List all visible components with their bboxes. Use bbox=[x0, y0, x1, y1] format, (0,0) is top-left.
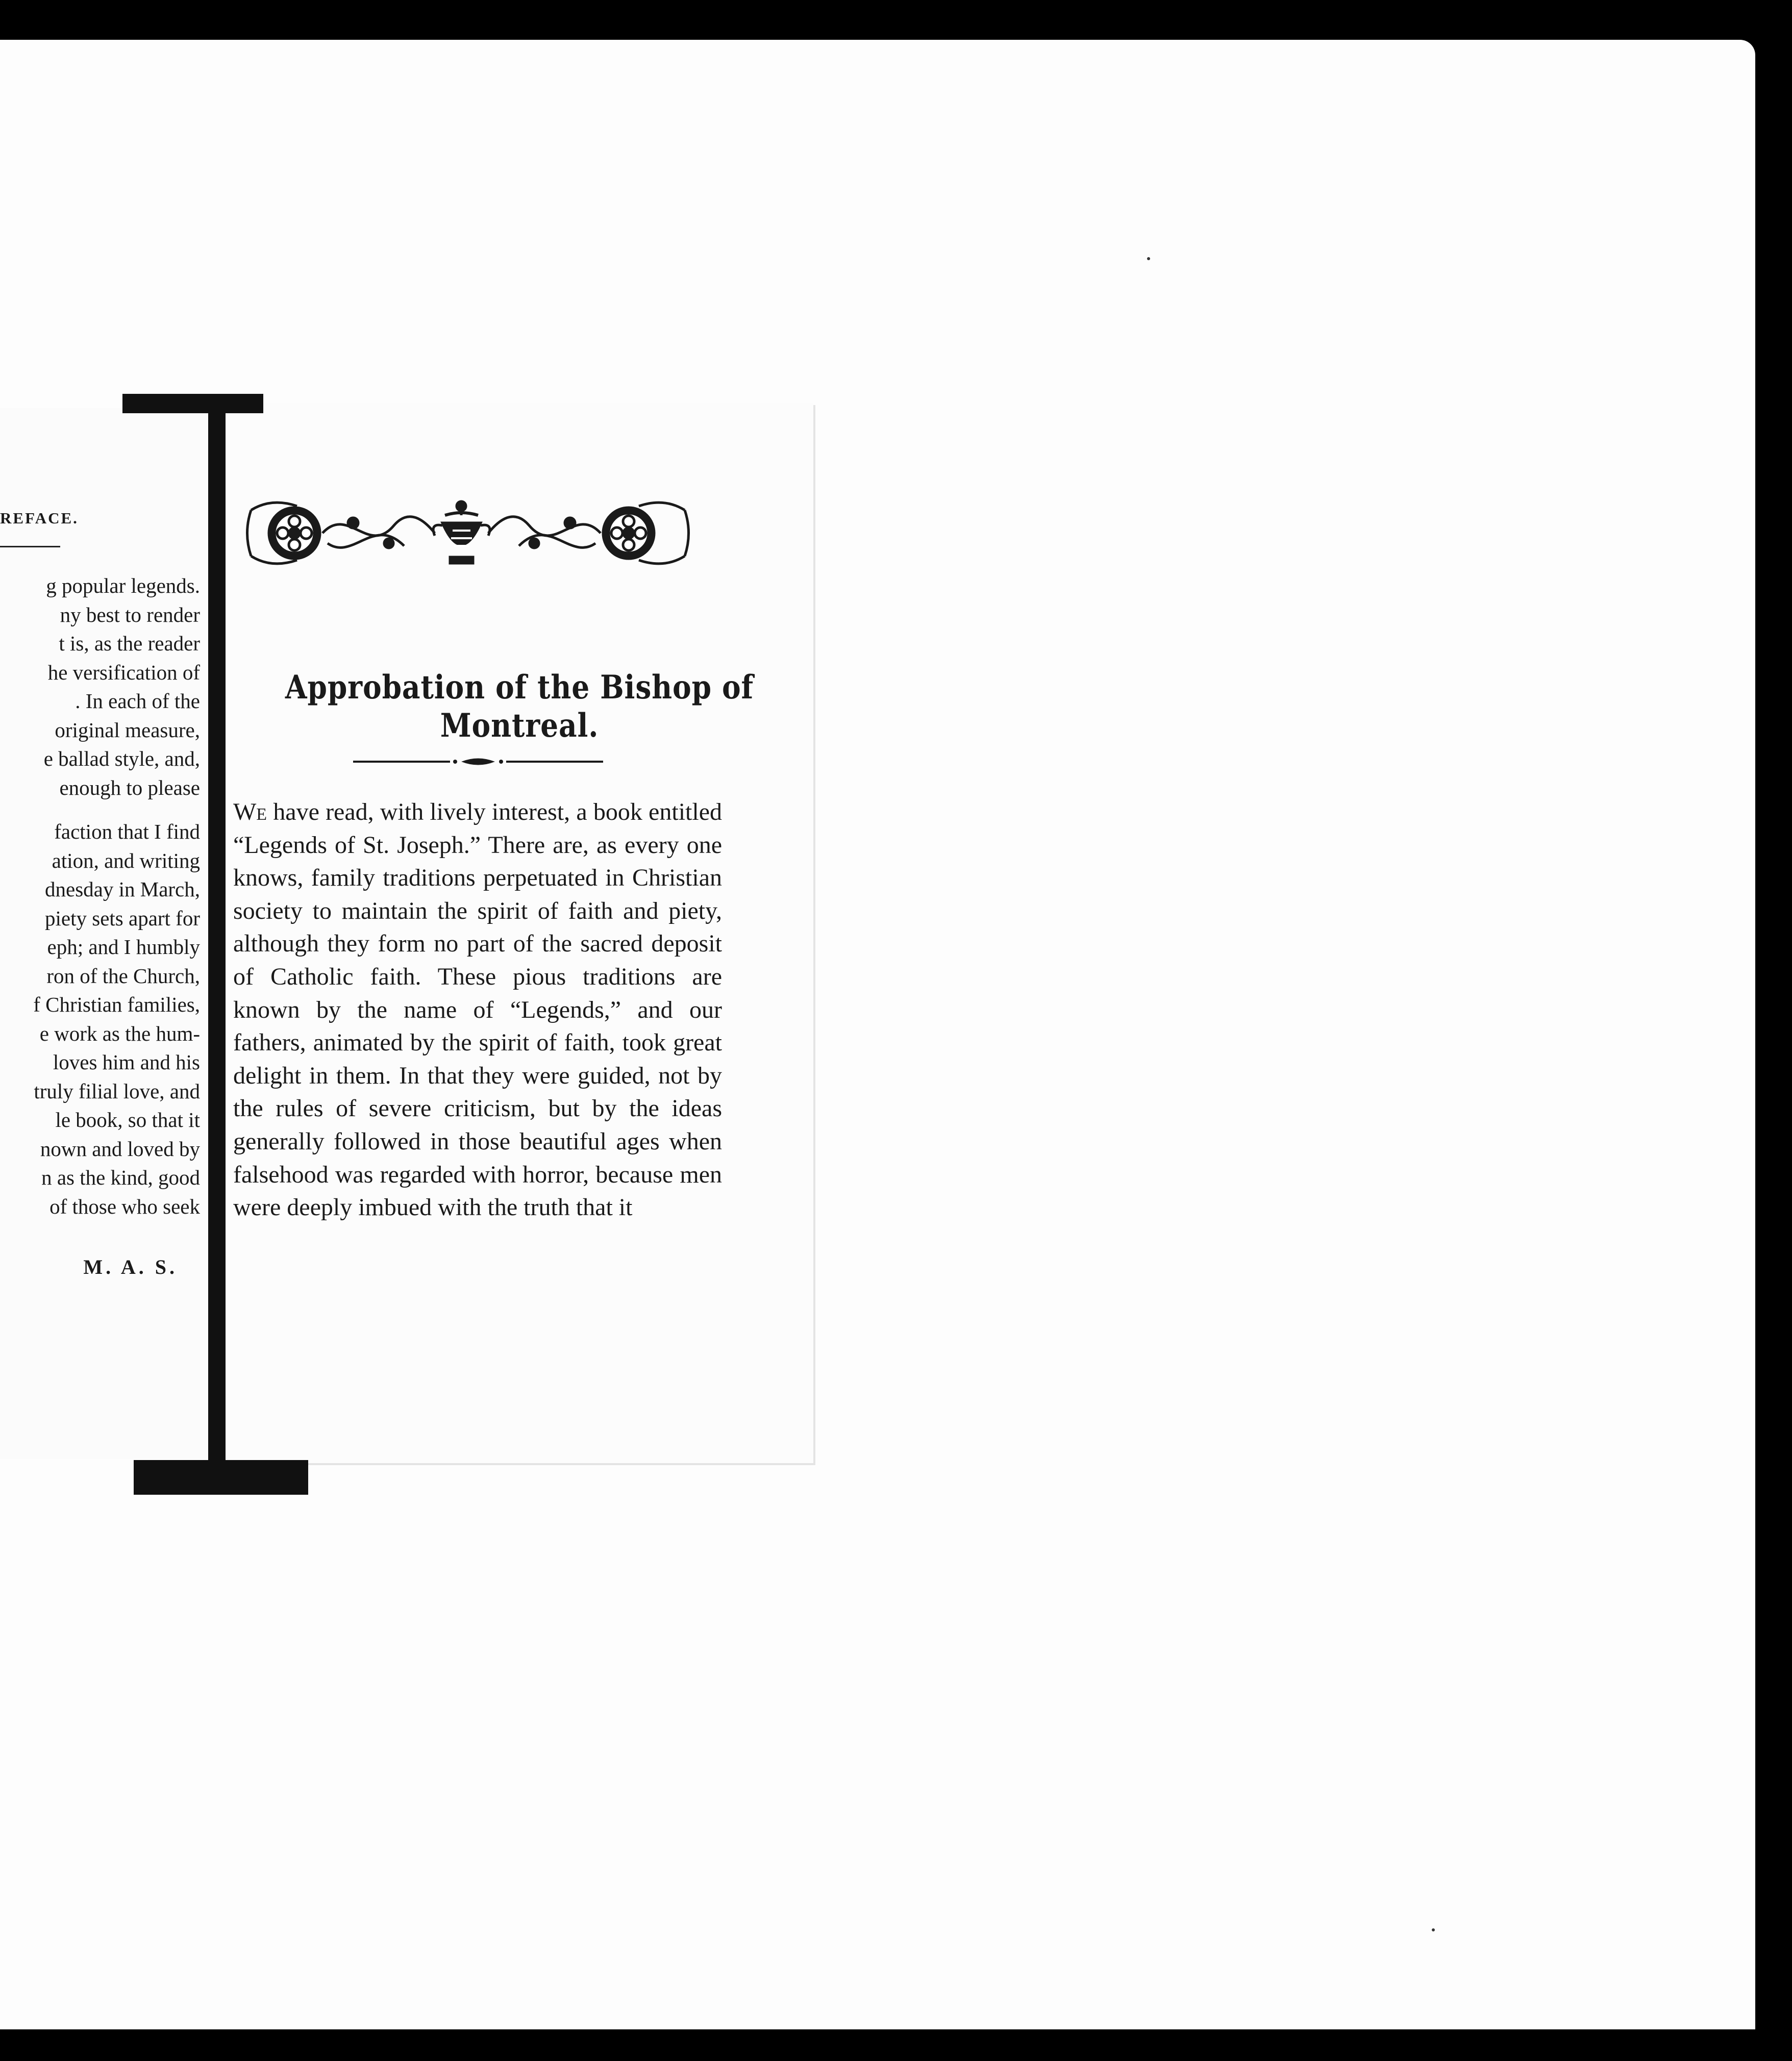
preface-line: of those who seek bbox=[49, 1194, 200, 1218]
preface-title: REFACE. bbox=[0, 509, 79, 527]
dust-speck bbox=[1432, 1928, 1435, 1931]
preface-signature: M. A. S. bbox=[83, 1255, 178, 1278]
preface-line: eph; and I humbly bbox=[47, 935, 200, 959]
preface-line: he versification of bbox=[47, 660, 200, 684]
preface-text bbox=[0, 571, 200, 1221]
preface-line: n as the kind, good bbox=[41, 1166, 200, 1189]
scan-border bbox=[0, 2029, 1755, 2061]
preface-line: ation, and writing bbox=[52, 848, 200, 872]
clamp-top-bar bbox=[122, 394, 263, 413]
preface-line: truly filial love, and bbox=[34, 1079, 200, 1103]
preface-rule bbox=[0, 546, 60, 547]
preface-line: le book, so that it bbox=[55, 1108, 200, 1132]
preface-line: ron of the Church, bbox=[46, 964, 200, 988]
preface-line: e work as the hum- bbox=[39, 1021, 200, 1045]
ornamental-rule-icon bbox=[353, 755, 603, 768]
preface-line: . In each of the bbox=[75, 689, 200, 713]
opening-word: We bbox=[233, 798, 267, 825]
clamp-bottom-bar bbox=[134, 1460, 308, 1495]
preface-line: loves him and his bbox=[53, 1050, 200, 1074]
preface-line: t is, as the reader bbox=[59, 632, 200, 655]
preface-line: dnesday in March, bbox=[45, 877, 200, 901]
dust-speck bbox=[1147, 257, 1150, 260]
preface-line: ny best to render bbox=[60, 602, 200, 626]
preface-line: nown and loved by bbox=[40, 1137, 200, 1161]
preface-line: faction that I find bbox=[54, 820, 200, 843]
preface-line: piety sets apart for bbox=[45, 906, 200, 930]
page-heading: Approbation of the Bishop of Montreal. bbox=[285, 668, 754, 745]
preface-line: g popular legends. bbox=[46, 574, 200, 597]
right-page-approbation bbox=[226, 403, 813, 1463]
floral-urn-ornament-icon bbox=[241, 495, 695, 571]
preface-line: enough to please bbox=[59, 775, 200, 799]
preface-line: original measure, bbox=[55, 718, 200, 742]
preface-line: e ballad style, and, bbox=[43, 747, 200, 770]
body-paragraph: have read, with lively interest, a book entitled “Legends of St. Joseph.” There are, as every one knows, family traditions perpetuated in Christian society to maintain the spirit of faith and piety, although they form no part of the sacred deposit of Catholic faith. These pious traditions are known by the name of “Legends,” and our fathers, animated by the spirit of faith, took great delight in them. In that they were guided, not by the rules of severe criticism, but by the ideas generally followed in those beautiful ages when falsehood was regarded with horror, because men were deeply imbued with the truth that it bbox=[233, 798, 722, 1221]
left-page-preface bbox=[0, 408, 214, 1459]
approbation-body-text bbox=[233, 796, 722, 1224]
clamp-vertical-bar bbox=[208, 403, 226, 1469]
paragraph-break bbox=[0, 802, 200, 817]
preface-line: f Christian families, bbox=[33, 993, 200, 1016]
